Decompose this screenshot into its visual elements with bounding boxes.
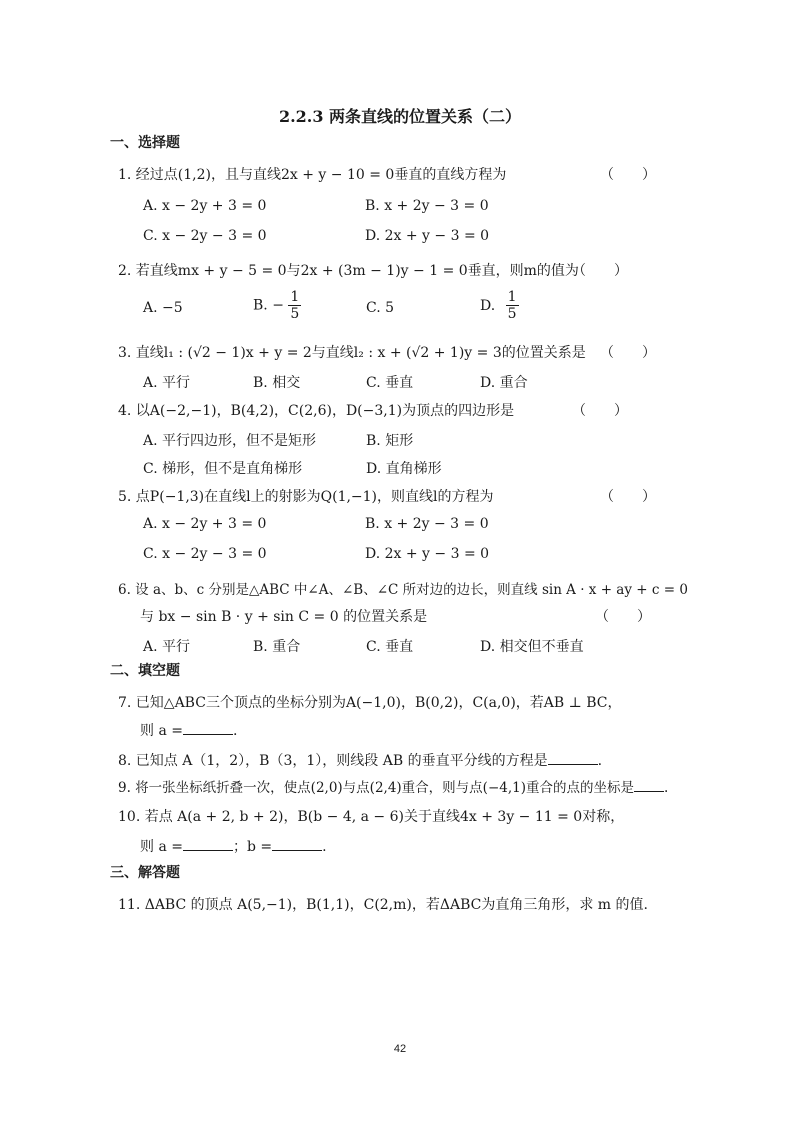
- question-9-line: [118, 776, 668, 796]
- question-6-stem-line2: 与 bx − sin B · y + sin C = 0 的位置关系是: [140, 609, 428, 625]
- question-1-option-c: C. x − 2y − 3 = 0: [143, 228, 267, 244]
- question-4-stem: 4. 以A(−2,−1)，B(4,2)，C(2,6)，D(−3,1)为顶点的四边形是: [118, 403, 515, 419]
- section-heading-solve: 三、解答题: [110, 865, 180, 881]
- question-1-answer-paren: （ ）: [600, 167, 656, 183]
- question-3-option-b: B. 相交: [253, 375, 301, 391]
- question-2-option-d: [480, 290, 519, 321]
- question-1-option-d: D. 2x + y − 3 = 0: [365, 228, 490, 244]
- question-2-option-d-numerator: 1: [507, 289, 517, 305]
- question-2-option-c: C. 5: [366, 300, 395, 316]
- question-8-answer-blank: [548, 750, 598, 765]
- question-4-option-c: C. 梯形，但不是直角梯形: [143, 461, 303, 477]
- question-10-a-blank: [183, 836, 233, 851]
- question-2-option-b-denominator: 5: [290, 306, 300, 322]
- question-3-option-c: C. 垂直: [366, 375, 414, 391]
- question-2-answer-paren: （ ）: [572, 263, 628, 279]
- question-10-b-prefix: ；b =: [232, 839, 273, 855]
- question-2-option-d-fraction: [506, 290, 519, 321]
- question-6-answer-paren: （ ）: [595, 609, 651, 625]
- question-6-option-b: B. 重合: [253, 639, 301, 655]
- question-10-a-prefix: 则 a =: [140, 839, 183, 855]
- question-7-answer-prefix: 则 a =: [140, 723, 183, 739]
- question-2-option-b: [253, 290, 301, 321]
- question-5-option-b: B. x + 2y − 3 = 0: [365, 516, 489, 532]
- question-5-option-a: A. x − 2y + 3 = 0: [143, 516, 267, 532]
- question-1-option-a: A. x − 2y + 3 = 0: [143, 198, 267, 214]
- page-number: 42: [393, 1043, 407, 1055]
- question-3-option-d: D. 重合: [480, 375, 528, 391]
- question-7-answer-line: [140, 720, 237, 740]
- question-5-option-c: C. x − 2y − 3 = 0: [143, 546, 267, 562]
- section-heading-fill: 二、填空题: [110, 663, 180, 679]
- question-7-stem: 7. 已知△ABC三个顶点的坐标分别为A(−1,0)，B(0,2)，C(a,0)，若AB ⊥ BC，: [118, 695, 622, 711]
- question-7-answer-blank: [183, 720, 233, 735]
- question-8-stem: 8. 已知点 A（1，2），B（3，1），则线段 AB 的垂直平分线的方程是: [118, 753, 548, 769]
- question-6-stem-line1: 6. 设 a、b、c 分别是△ABC 中∠A、∠B、∠C 所对边的边长，则直线 sin A · x + ay + c = 0: [118, 582, 688, 598]
- question-4-option-b: B. 矩形: [366, 433, 414, 449]
- question-7-answer-suffix: .: [232, 723, 238, 739]
- section-heading-choice: 一、选择题: [110, 135, 180, 151]
- question-4-answer-paren: （ ）: [572, 403, 628, 419]
- question-8-suffix: .: [597, 753, 603, 769]
- question-5-option-d: D. 2x + y − 3 = 0: [365, 546, 490, 562]
- question-4-option-a: A. 平行四边形，但不是矩形: [143, 433, 317, 449]
- question-10-suffix: .: [322, 839, 327, 855]
- question-5-stem: 5. 点P(−1,3)在直线l上的射影为Q(1,−1)，则直线l的方程为: [118, 489, 494, 505]
- question-9-suffix: .: [664, 780, 669, 796]
- question-10-answer-line: [140, 836, 327, 856]
- question-5-answer-paren: （ ）: [600, 489, 656, 505]
- question-1-stem: 1. 经过点(1,2)，且与直线2x + y − 10 = 0垂直的直线方程为: [118, 167, 507, 183]
- question-2-option-d-prefix: D.: [480, 297, 496, 314]
- question-2-option-a: A. −5: [143, 300, 183, 316]
- question-10-stem: 10. 若点 A(a + 2, b + 2)，B(b − 4, a − 6)关于直线4x + 3y − 11 = 0对称，: [118, 809, 625, 825]
- question-1-option-b: B. x + 2y − 3 = 0: [365, 198, 489, 214]
- question-2-option-d-denominator: 5: [507, 306, 517, 322]
- question-2-option-b-numerator: 1: [290, 289, 300, 305]
- question-2-option-b-fraction: [288, 290, 301, 321]
- question-10-b-blank: [272, 836, 322, 851]
- question-3-option-a: A. 平行: [143, 375, 191, 391]
- question-11-stem: 11. ΔABC 的顶点 A(5,−1)，B(1,1)，C(2,m)，若ΔABC为直角三角形，求 m 的值.: [118, 897, 648, 913]
- question-6-option-d: D. 相交但不垂直: [480, 639, 584, 655]
- question-4-option-d: D. 直角梯形: [366, 461, 442, 477]
- question-6-option-a: A. 平行: [143, 639, 191, 655]
- question-6-option-c: C. 垂直: [366, 639, 414, 655]
- question-2-option-b-prefix: B. −: [253, 297, 284, 314]
- question-3-answer-paren: （ ）: [600, 345, 656, 361]
- question-8-line: [118, 750, 602, 770]
- question-9-answer-blank: [634, 777, 664, 792]
- question-9-stem: 9. 将一张坐标纸折叠一次，使点(2,0)与点(2,4)重合，则与点(−4,1)重合的点的坐标是: [118, 780, 634, 796]
- question-3-stem: 3. 直线l₁ : (√2 − 1)x + y = 2与直线l₂ : x + (√2 + 1)y = 3的位置关系是: [118, 345, 586, 361]
- page-title: 2.2.3 两条直线的位置关系（二）: [278, 107, 522, 126]
- question-2-stem: 2. 若直线mx + y − 5 = 0与2x + (3m − 1)y − 1 = 0垂直，则m的值为: [118, 263, 579, 279]
